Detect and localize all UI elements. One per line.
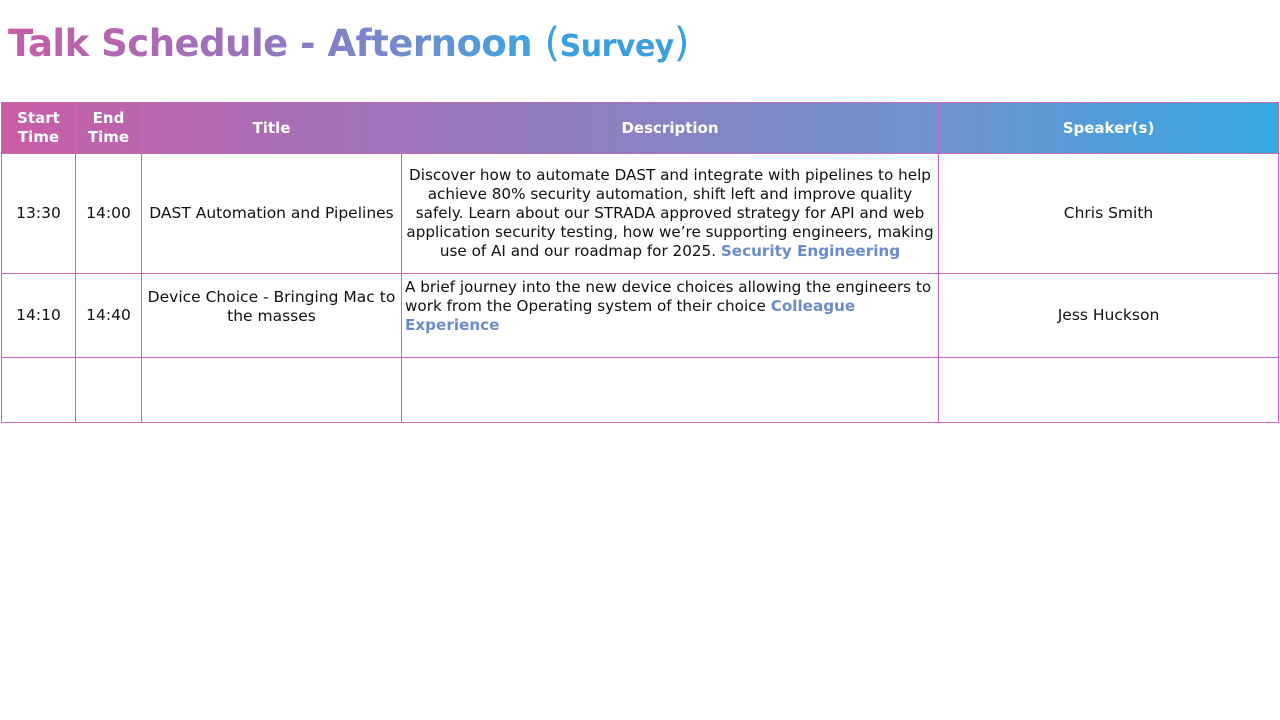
header-row <box>2 103 1279 154</box>
description-text: A brief journey into the new device choices allowing the engineers to work from the Operating system of their choice <box>405 278 932 315</box>
speaker-cell: Jess Huckson <box>939 274 1279 358</box>
page-title-open-paren: ( <box>544 20 560 66</box>
title-cell: Device Choice - Bringing Mac to the masses <box>142 274 402 358</box>
header-end-time: End Time <box>76 103 142 154</box>
header-title: Title <box>142 103 402 154</box>
end-time-cell: 14:00 <box>76 154 142 274</box>
title-cell <box>142 358 402 423</box>
schedule-table <box>1 102 1279 423</box>
speaker-cell: Chris Smith <box>939 154 1279 274</box>
page-title <box>8 16 689 74</box>
table-row <box>2 358 1279 423</box>
title-cell: DAST Automation and Pipelines <box>142 154 402 274</box>
page-title-main: Talk Schedule - Afternoon <box>8 22 545 65</box>
table-row <box>2 154 1279 274</box>
description-cell <box>402 154 939 274</box>
speaker-cell <box>939 358 1279 423</box>
table-row <box>2 274 1279 358</box>
end-time-cell <box>76 358 142 423</box>
page-title-close-paren: ) <box>673 20 689 66</box>
description-cell <box>402 274 939 358</box>
header-speakers: Speaker(s) <box>939 103 1279 154</box>
end-time-cell: 14:40 <box>76 274 142 358</box>
description-cell <box>402 358 939 423</box>
category-tag: Colleague Experience <box>405 297 856 334</box>
start-time-cell: 13:30 <box>2 154 76 274</box>
header-start-time: Start Time <box>2 103 76 154</box>
start-time-cell: 14:10 <box>2 274 76 358</box>
category-tag: Security Engineering <box>720 242 901 260</box>
header-description: Description <box>402 103 939 154</box>
description-text: Discover how to automate DAST and integrate with pipelines to help achieve 80% security automation, shift left and improve quality safely. Learn about our STRADA approved strategy for API and web application security testing, how we’re supporting engineers, making use of AI and our roadmap for 2025. <box>406 166 934 260</box>
page-title-survey: Survey <box>559 29 674 64</box>
start-time-cell <box>2 358 76 423</box>
